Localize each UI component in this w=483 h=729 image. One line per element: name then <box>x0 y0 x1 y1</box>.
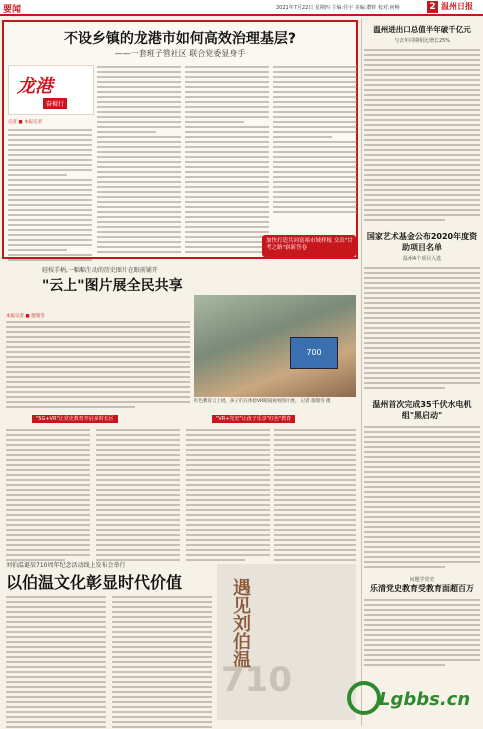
campaign-banner-text: 加快打造共同富裕市域样板 交出"甘考之路"崭新答卷 <box>266 238 353 251</box>
cloud-kicker: 轻按手柄,一幅幅生动的历史图片在眼前铺开 <box>42 267 158 274</box>
vr-photo <box>194 295 356 397</box>
watermark-text: Lgbbs.cn <box>379 689 471 710</box>
lead-text-column-1 <box>8 129 92 261</box>
cloud-text-col-4 <box>274 429 356 561</box>
cloud-section-1: "5G+VR"让党史教育开启多时长区 <box>32 415 118 423</box>
cloud-text-col-1 <box>6 429 90 561</box>
right-text-4 <box>364 599 480 666</box>
right-headline-2: 国家艺术基金公布2020年度资助项目名单 <box>366 232 478 252</box>
photo-credit: 记者 施瑞雪 摄 <box>300 399 331 404</box>
right-headline-3: 温州首次完成35千伏水电机组"黑启动" <box>372 400 472 420</box>
logo-tag: 奋楫行 <box>43 98 67 109</box>
cloud-exhibition-article <box>2 265 358 555</box>
page-number: 2 <box>427 1 438 13</box>
lead-article <box>2 20 358 259</box>
cloud-section-2: "VR+党史"让孩子乐享"红色"教育 <box>212 415 295 423</box>
right-text-2 <box>364 267 480 389</box>
campaign-banner <box>262 235 356 257</box>
right-headline-1: 温州进出口总值半年破千亿元 <box>373 25 471 34</box>
cloud-headline: "云上"图片展全民共享 <box>42 278 183 294</box>
lead-text-column-4 <box>273 66 357 226</box>
newspaper-brand: 温州日报 <box>441 1 473 11</box>
photo-caption <box>194 399 356 405</box>
lead-text-column-3 <box>185 66 269 253</box>
right-subheadline-2: 温州4个项目入选 <box>402 256 442 262</box>
logo-script-text: 龙港 <box>17 76 53 97</box>
right-text-3 <box>364 426 480 568</box>
right-text-1 <box>364 49 480 221</box>
bottom-text-col-1 <box>6 596 106 729</box>
liu-bowen-article <box>2 560 358 726</box>
photo-screen: 700 <box>290 337 338 369</box>
lead-text-column-2 <box>97 66 181 253</box>
column-logo <box>8 65 94 115</box>
section-name: 要闻 <box>3 5 22 15</box>
right-kicker-4: 问题学党史 <box>409 577 435 583</box>
right-headline-4: 乐清党史教育受教育面超百万 <box>370 584 474 593</box>
cloud-text-col-2 <box>96 429 180 561</box>
right-subheadline-1: 与去年同期相比增长25% <box>393 38 451 44</box>
lead-byline: 记者 ■ 本报记者 <box>8 120 43 125</box>
masthead <box>0 0 483 16</box>
issue-meta: 2021年7月22日 星期四 主编:任宇 美编:董晖 校对:何畅 <box>276 5 400 11</box>
watermark-logo-icon <box>347 681 381 715</box>
cloud-intro-text <box>6 321 190 408</box>
bottom-headline: 以伯温文化彰显时代价值 <box>6 573 183 592</box>
poster-number: 710 <box>221 660 292 700</box>
lead-subheadline: ——一套班子管社区 联合党委显身手 <box>114 49 246 58</box>
cloud-text-col-3 <box>186 429 270 561</box>
lead-headline: 不设乡镇的龙港市如何高效治理基层? <box>63 31 297 47</box>
bottom-kicker: 刘伯温诞辰710周年纪念活动线上发布会举行 <box>6 562 126 569</box>
cloud-byline: 本报记者 ■ 施瑞雪 <box>6 314 45 319</box>
site-watermark <box>343 675 481 725</box>
anniversary-poster <box>217 564 356 720</box>
bottom-text-col-2 <box>112 596 212 729</box>
poster-title: 遇见刘伯温 <box>230 578 251 668</box>
column-divider <box>361 18 362 726</box>
photo-caption-text: 红色教育云上展。孩子们在体验VR眼镜观看图片展。 <box>194 399 300 404</box>
right-column <box>364 18 480 666</box>
